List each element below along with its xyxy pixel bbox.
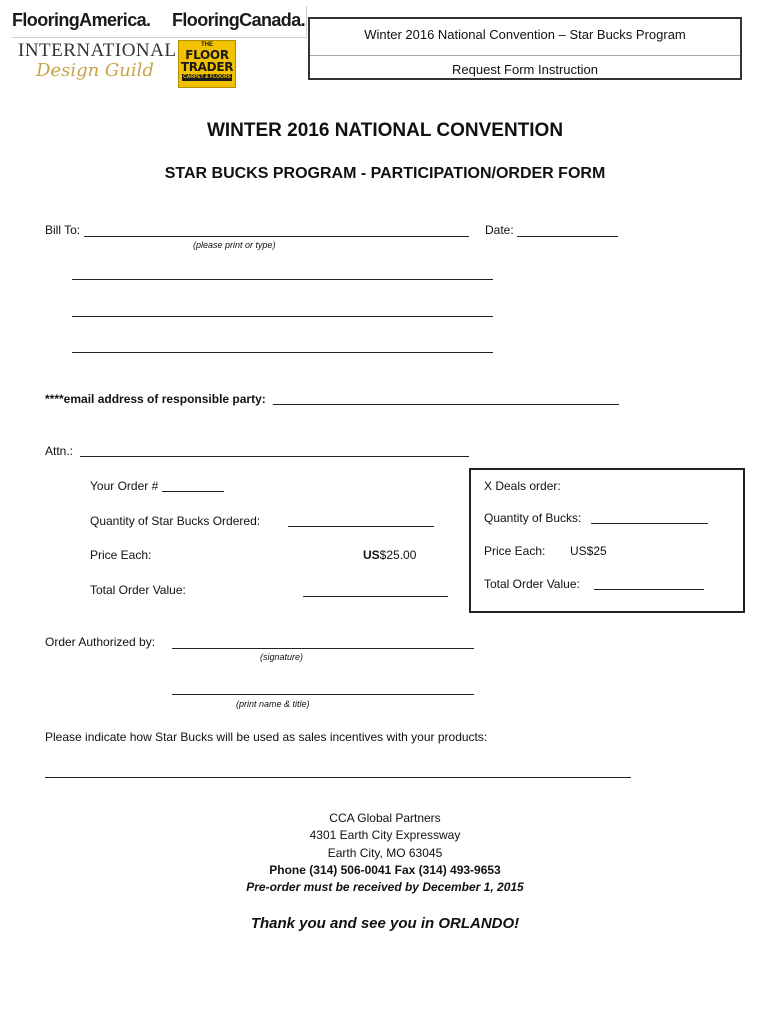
incentives-answer-field[interactable] (45, 777, 631, 778)
your-order-field[interactable] (162, 491, 224, 492)
floor-trader-sub: CARPET & FLOORS (183, 74, 231, 80)
attn-label: Attn.: (45, 444, 74, 458)
floor-trader-word2: TRADER (180, 60, 234, 74)
idg-logo-bottom: Design Guild (36, 60, 154, 81)
thanks-message: Thank you and see you in ORLANDO! (250, 915, 520, 932)
email-field[interactable] (273, 404, 619, 405)
header-box-divider (310, 55, 740, 56)
xdeals-total-label: Total Order Value: (484, 577, 580, 591)
footer-deadline: Pre-order must be received by December 1, 2015 (246, 880, 524, 894)
footer-address-1: 4301 Earth City Expressway (309, 828, 461, 842)
bill-to-field[interactable] (84, 236, 469, 237)
email-label: ****email address of responsible party: (45, 392, 266, 406)
xdeals-title: X Deals order: (484, 479, 561, 493)
footer-address-2: Earth City, MO 63045 (327, 846, 443, 860)
xdeals-price-label: Price Each: (484, 544, 546, 558)
your-order-label: Your Order # (90, 479, 159, 493)
footer-company: CCA Global Partners (329, 811, 441, 825)
date-label: Date: (485, 223, 514, 237)
xdeals-price-value: US$25 (570, 544, 607, 558)
price-each-value (363, 548, 416, 562)
flooring-america-logo: FlooringAmerica. (12, 10, 151, 30)
page-title: WINTER 2016 NATIONAL CONVENTION (206, 120, 564, 141)
floor-trader-logo (178, 40, 236, 88)
international-design-guild-logo (14, 40, 177, 82)
bill-to-address-line-1[interactable] (72, 279, 493, 280)
header-box-title: Winter 2016 National Convention – Star Bucks Program (364, 27, 686, 42)
bill-to-address-line-2[interactable] (72, 316, 493, 317)
floor-trader-the: THE (201, 42, 213, 48)
header-box-subtitle: Request Form Instruction (452, 62, 598, 77)
signature-hint: (signature) (260, 652, 304, 662)
quantity-label: Quantity of Star Bucks Ordered: (90, 514, 261, 528)
page-subtitle: STAR BUCKS PROGRAM - PARTICIPATION/ORDER FORM (164, 165, 606, 182)
xdeals-quantity-label: Quantity of Bucks: (484, 511, 582, 525)
print-name-hint: (print name & title) (236, 699, 310, 709)
footer-phone: Phone (314) 506-0041 Fax (314) 493-9653 (269, 863, 501, 877)
idg-logo-top: INTERNATIONAL (18, 40, 177, 61)
price-amount: $25.00 (379, 548, 417, 562)
price-currency: US (363, 548, 380, 562)
floor-trader-word1: FLOOR (185, 48, 229, 62)
total-order-label: Total Order Value: (90, 583, 186, 597)
date-field[interactable] (517, 236, 618, 237)
xdeals-total-field[interactable] (594, 589, 704, 590)
bill-to-address-line-3[interactable] (72, 352, 493, 353)
attn-field[interactable] (80, 456, 469, 457)
signature-field[interactable] (172, 648, 474, 649)
authorized-by-label: Order Authorized by: (45, 635, 156, 649)
quantity-field[interactable] (288, 526, 434, 527)
price-each-label: Price Each: (90, 548, 152, 562)
total-order-field[interactable] (303, 596, 448, 597)
header-box (308, 17, 742, 80)
incentives-question: Please indicate how Star Bucks will be used as sales incentives with your products: (45, 730, 488, 744)
bill-to-label: Bill To: (45, 223, 81, 237)
flooring-canada-logo: FlooringCanada. (172, 10, 306, 30)
xdeals-quantity-field[interactable] (591, 523, 708, 524)
print-name-field[interactable] (172, 694, 474, 695)
bill-to-hint: (please print or type) (193, 240, 276, 250)
